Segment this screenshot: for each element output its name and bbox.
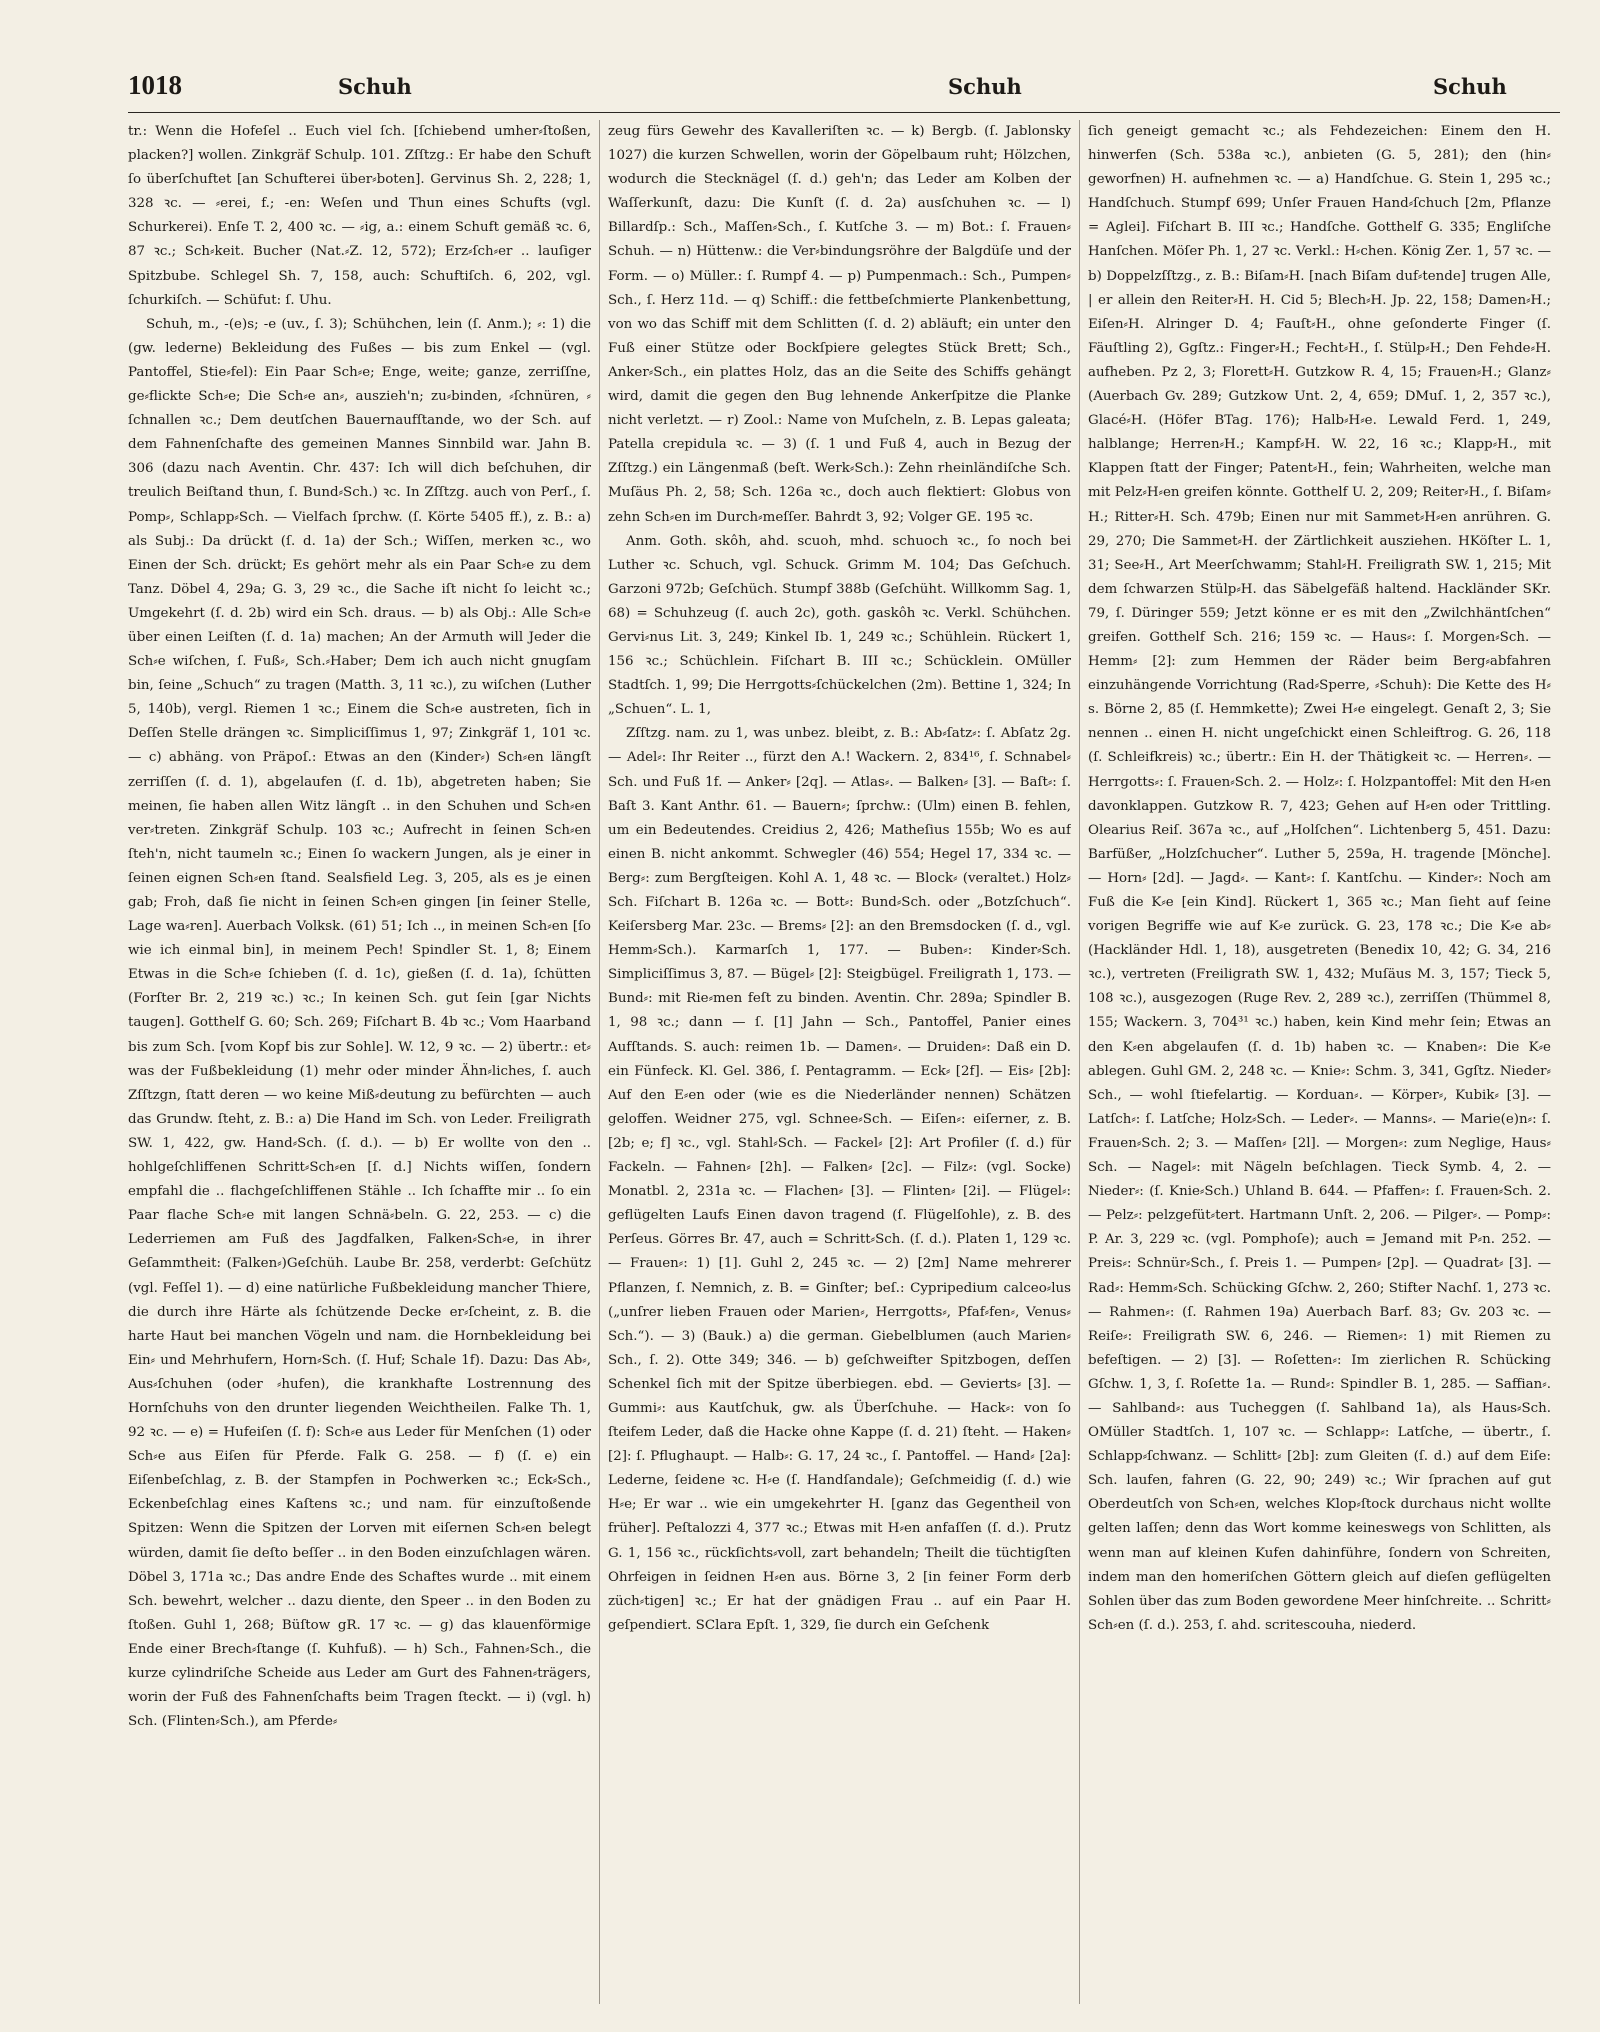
column-1 (128, 120, 591, 2004)
column-divider (599, 120, 600, 2004)
column-1-paragraph: tr.: Wenn die Hofeſel .. Euch viel ſch. [ſchiebend umher⸗ſtoßen, placken?] wollen. Zinkgräf Schulp. 101. Zſſtzg.: Er habe den Schuft ſo überſchuftet [an Schufterei über⸗boten]. Gervinus Sh. 2, 228; 1, 328 ꝛc. — ⸗erei, f.; -en: Weſen und Thun eines Schufts (vgl. Schurkerei). Enſe T. 2, 400 ꝛc. — ⸗ig, a.: einem Schuft gemäß ꝛc. 6, 87 ꝛc.; Sch⸗keit. Bucher (Nat.⸗Z. 12, 572); Erz⸗ſch⸗er .. lauſiger Spitzbube. Schlegel Sh. 7, 158, auch: Schuftiſch. 6, 202, vgl. ſchurkiſch. — Schüfut: ſ. Uhu. (128, 124, 591, 308)
column-3-paragraph: ſich geneigt gemacht ꝛc.; als Fehdezeichen: Einem den H. hinwerfen (Sch. 538a ꝛc.), anbieten (G. 5, 281); den (hin⸗geworfnen) H. aufnehmen ꝛc. — a) Handſchue. G. Stein 1, 295 ꝛc.; Handſchuch. Stumpf 699; Unſer Frauen Hand⸗ſchuch [2m, Pflanze = Aglei]. Fiſchart B. III ꝛc.; Handſche. Gotthelf G. 335; Engliſche Hanſchen. Möſer Ph. 1, 27 ꝛc. Verkl.: H⸗chen. König Zer. 1, 57 ꝛc. — b) Doppelzſſtzg., z. B.: Biſam⸗H. [nach Biſam duf⸗tende] trugen Alle, | er allein den Reiter⸗H. H. Cid 5; Blech⸗H. Jp. 22, 158; Damen⸗H.; Eiſen⸗H. Alringer D. 4; Fauſt⸗H., ohne geſonderte Finger (ſ. Fäuſtling 2), Ggſtz.: Finger⸗H.; Fecht⸗H., ſ. Stülp⸗H.; Den Fehde⸗H. aufheben. Pz 2, 3; Florett⸗H. Gutzkow R. 4, 15; Frauen⸗H.; Glanz⸗ (Auerbach Gv. 289; Gutzkow Unt. 2, 4, 659; DMuſ. 1, 2, 357 ꝛc.), Glacé⸗H. (Höfer BTag. 176); Halb⸗H⸗e. Lewald Ferd. 1, 249, halblange; Herren⸗H.; Kampf⸗H. W. 22, 16 ꝛc.; Klapp⸗H., mit Klappen ſtatt der Finger; Patent⸗H., fein; Wahrheiten, welche man mit Pelz⸗H⸗en greifen könnte. Gotthelf U. 2, 209; Reiter⸗H., ſ. Biſam⸗H.; Ritter⸗H. Sch. 479b; Einen nur mit Sammet⸗H⸗en anrühren. G. 29, 270; Die Sammet⸗H. der Zärtlichkeit ausziehen. HKöſter L. 1, 31; See⸗H., Art Meerſchwamm; Stahl⸗H. Freiligrath SW. 1, 215; Mit dem ſchwarzen Stülp⸗H. das Säbelgefäß haltend. Hackländer SKr. 79, ſ. Düringer 559; Jetzt könne er es mit den „Zwilchhäntſchen“ greifen. Gotthelf Sch. 216; 159 ꝛc. — Haus⸗: ſ. Morgen⸗Sch. — Hemm⸗ [2]: zum Hemmen der Räder beim Berg⸗abfahren einzuhängende Vorrichtung (Rad⸗Sperre, ⸗Schuh): Die Kette des H⸗s. Börne 2, 85 (ſ. Hemmkette); Zwei H⸗e eingelegt. Genaſt 2, 3; Sie nennen .. einen H. nicht ungeſchickt einen Schleiftrog. G. 26, 118 (ſ. Schleifkreis) ꝛc.; übertr.: Ein H. der Thätigkeit ꝛc. — Herren⸗. — Herrgotts⸗: ſ. Frauen⸗Sch. 2. — Holz⸗: ſ. Holzpantoffel: Mit den H⸗en davonklappen. Gutzkow R. 7, 423; Gehen auf H⸗en oder Trittling. Olearius Reiſ. 367a ꝛc., auf „Holſchen“. Lichtenberg 5, 451. Dazu: Barfüßer, „Holzſchucher“. Luther 5, 259a, H. tragende [Mönche]. — Horn⸗ [2d]. — Jagd⸗. — Kant⸗: ſ. Kantſchu. — Kinder⸗: Noch am Fuß die K⸗e [ein Kind]. Rückert 1, 365 ꝛc.; Man ſieht auf ſeine vorigen Begriffe wie auf K⸗e zurück. G. 23, 178 ꝛc.; Die K⸗e ab⸗ (Hackländer Hdl. 1, 18), ausgetreten (Benedix 10, 42; G. 34, 216 ꝛc.), vertreten (Freiligrath SW. 1, 432; Muſäus M. 3, 157; Tieck 5, 108 ꝛc.), ausgezogen (Ruge Rev. 2, 289 ꝛc.), zerriſſen (Thümmel 8, 155; Wackern. 3, 704³¹ ꝛc.) haben, kein Kind mehr ſein; Etwas an den K⸗en abgelaufen (ſ. d. 1b) haben ꝛc. — Knaben⸗: Die K⸗e ablegen. Guhl GM. 2, 248 ꝛc. — Knie⸗: Schm. 3, 341, Ggſtz. Nieder⸗Sch., — wohl ſtiefelartig. — Korduan⸗. — Körper⸗, Kubik⸗ [3]. — Latſch⸗: ſ. Latſche; Holz⸗Sch. — Leder⸗. — Manns⸗. — Marie(e)n⸗: ſ. Frauen⸗Sch. 2; 3. — Maſſen⸗ [2l]. — Morgen⸗: zum Neglige, Haus⸗Sch. — Nagel⸗: mit Nägeln beſchlagen. Tieck Symb. 4, 2. — Nieder⸗: (ſ. Knie⸗Sch.) Uhland B. 644. — Pfaffen⸗: ſ. Frauen⸗Sch. 2. — Pelz⸗: pelzgefüt⸗tert. Hartmann Unſt. 2, 206. — Pilger⸗. — Pomp⸗: P. Ar. 3, 229 ꝛc. (vgl. Pomphoſe); auch = Jemand mit P⸗n. 252. — Preis⸗: Schnür⸗Sch., ſ. Preis 1. — Pumpen⸗ [2p]. — Quadrat⸗ [3]. — Rad⸗: Hemm⸗Sch. Schücking Gſchw. 2, 260; Stifter Nachſ. 1, 273 ꝛc. — Rahmen⸗: (ſ. Rahmen 19a) Auerbach Barf. 83; Gv. 203 ꝛc. — Reiſe⸗: Freiligrath SW. 6, 246. — Riemen⸗: 1) mit Riemen zu befeſtigen. — 2) [3]. — Roſetten⸗: Im zierlichen R. Schücking Gſchw. 1, 3, ſ. Roſette 1a. — Rund⸗: Spindler B. 1, 285. — Saffian⸗. — Sahlband⸗: aus Tucheggen (ſ. Sahlband 1a), als Haus⸗Sch. OMüller Stadtſch. 1, 107 ꝛc. — Schlapp⸗: Latſche, — übertr., ſ. Schlapp⸗ſchwanz. — Schlitt⸗ [2b]: zum Gleiten (ſ. d.) auf dem Eiſe: Sch. laufen, fahren (G. 22, 90; 249) ꝛc.; Wir ſprachen auf gut Oberdeutſch von Sch⸗en, welches Klop⸗ſtock durchaus nicht wollte gelten laſſen; denn das Wort komme keineswegs von Schlitten, als wenn man auf kleinen Kufen dahinführe, ſondern von Schreiten, indem man den homeriſchen Göttern gleich auf dieſen geflügelten Sohlen über das zum Boden gewordene Meer hinſchreite. .. Schritt⸗Sch⸗en (ſ. d.). 253, ſ. ahd. scritescouha, niederd. (1088, 124, 1551, 1633)
running-headword-right: Schuh (1433, 74, 1507, 99)
column-divider (1079, 120, 1080, 2004)
column-2-paragraph: Anm. Goth. skôh, ahd. scuoh, mhd. schuoch ꝛc., ſo noch bei Luther ꝛc. Schuch, vgl. Schuck. Grimm M. 104; Das Geſchuch. Garzoni 972b; Geſchüch. Stumpf 388b (Geſchüht. Willkomm Sag. 1, 68) = Schuhzeug (ſ. auch 2c), goth. gaskôh ꝛc. Verkl. Schühchen. Gervi⸗nus Lit. 3, 249; Kinkel Ib. 1, 249 ꝛc.; Schühlein. Rückert 1, 156 ꝛc.; Schüchlein. Fiſchart B. III ꝛc.; Schücklein. OMüller Stadtſch. 1, 99; Die Herrgotts⸗ſchückelchen (2m). Bettine 1, 324; In „Schuen“. L. 1, (608, 533, 1071, 718)
running-headword-center: Schuh (948, 74, 1022, 99)
column-2-paragraph: zeug fürs Gewehr des Kavalleriſten ꝛc. — k) Bergb. (ſ. Jablonsky 1027) die kurzen Schwellen, worin der Göpelbaum ruht; Hölzchen, wodurch die Stecknägel (ſ. d.) geh'n; das Leder am Kolben der Waſſerkunſt, dazu: Die Kunſt (ſ. d. 2a) ausſchuhen ꝛc. — l) Billardſp.: Sch., Maſſen⸗Sch., ſ. Kutſche 3. — m) Bot.: ſ. Frauen⸗Schuh. — n) Hüttenw.: die Ver⸗bindungsröhre der Balgdüſe und der Form. — o) Müller.: ſ. Rumpf 4. — p) Pumpenmach.: Sch., Pumpen⸗Sch., ſ. Herz 11d. — q) Schiff.: die fettbeſchmierte Plankenbettung, von wo das Schiff mit dem Schlitten (ſ. d. 2) abläuft; ein unter den Fuß einer Stütze oder Bockſpiere gelegtes Stück Brett; Sch., Anker⸗Sch., ein plattes Holz, das an die Seite des Schiffs gehängt wird, damit die gegen den Bug lehnende Ankerſpitze die Planke nicht verletzt. — r) Zool.: Name von Muſcheln, z. B. Lepas galeata; Patella crepidula ꝛc. — 3) (ſ. 1 und Fuß 4, auch in Bezug der Zſſtzg.) ein Längenmaß (beſt. Werk⸗Sch.): Zehn rheinländiſche Sch. Muſäus Ph. 2, 58; Sch. 126a ꝛc., doch auch flektiert: Globus von zehn Sch⸗en im Durch⸗meſſer. Bahrdt 3, 92; Volger GE. 195 ꝛc. (608, 124, 1071, 525)
page-header (128, 70, 1560, 114)
text-columns (128, 120, 1560, 2004)
header-rule (128, 112, 1560, 113)
page-number: 1018 (128, 70, 182, 100)
column-2-paragraph: Zſſtzg. nam. zu 1, was unbez. bleibt, z. B.: Ab⸗ſatz⸗: ſ. Abſatz 2g. — Adel⸗: Ihr Reiter .., fürzt den A.! Wackern. 2, 834¹⁶, ſ. Schnabel⸗Sch. und Fuß 1f. — Anker⸗ [2q]. — Atlas⸗. — Balken⸗ [3]. — Baſt⸗: ſ. Baſt 3. Kant Anthr. 61. — Bauern⸗; ſprchw.: (Ulm) einen B. fehlen, um ein Bedeutendes. Creidius 2, 426; Matheſius 155b; Wo es auf einen B. nicht ankommt. Schwegler (46) 554; Hegel 17, 334 ꝛc. — Berg⸗: zum Bergſteigen. Kohl A. 1, 48 ꝛc. — Block⸗ (veraltet.) Holz⸗Sch. Fiſchart B. 126a ꝛc. — Bott⸗: Bund⸗Sch. oder „Botzſchuch“. Keiſersberg Mar. 23c. — Brems⸗ [2]: an den Bremsdocken (ſ. d., vgl. Hemm⸗Sch.). Karmarſch 1, 177. — Buben⸗: Kinder⸗Sch. Simpliciſſimus 3, 87. — Bügel⸗ [2]: Steigbügel. Freiligrath 1, 173. — Bund⸗: mit Rie⸗men feſt zu binden. Aventin. Chr. 289a; Spindler B. 1, 98 ꝛc.; dann — ſ. [1] Jahn — Sch., Pantoffel, Panier eines Aufſtands. S. auch: reimen 1b. — Damen⸗. — Druiden⸗: Daß ein D. ein Fünfeck. Kl. Gel. 386, ſ. Pentagramm. — Eck⸗ [2f]. — Eis⸗ [2b]: Auf den E⸗en oder (wie es die Niederländer nennen) Schätzen geloffen. Weidner 275, vgl. Schnee⸗Sch. — Eiſen⸗: eiſerner, z. B. [2b; e; f] ꝛc., vgl. Stahl⸗Sch. — Fackel⸗ [2]: Art Profiler (ſ. d.) für Fackeln. — Fahnen⸗ [2h]. — Falken⸗ [2c]. — Filz⸗: (vgl. Socke) Monatbl. 2, 231a ꝛc. — Flachen⸗ [3]. — Flinten⸗ [2i]. — Flügel⸗: geflügelten Laufs Einen davon tragend (ſ. Flügelſohle), z. B. des Perſeus. Görres Br. 47, auch = Schritt⸗Sch. (ſ. d.). Platen 1, 129 ꝛc. — Frauen⸗: 1) [1]. Guhl 2, 245 ꝛc. — 2) [2m] Name mehrerer Pflanzen, ſ. Nemnich, z. B. = Ginſter; beſ.: Cypripedium calceo⸗lus („unſrer lieben Frauen oder Marien⸗, Herrgotts⸗, Pfaf⸗fen⸗, Venus⸗Sch.“). — 3) (Bauk.) a) die german. Giebelblumen (auch Marien⸗Sch., ſ. 2). Otte 349; 346. — b) geſchweifter Spitzbogen, deſſen Schenkel ſich mit der Spitze überbiegen. ebd. — Gevierts⸗ [3]. — Gummi⸗: aus Kautſchuk, gw. als Überſchuhe. — Hack⸗: von ſo ſteifem Leder, daß die Hacke ohne Kappe (ſ. d. 21) ſteht. — Haken⸗ [2]: ſ. Pflughaupt. — Halb⸗: G. 17, 24 ꝛc., ſ. Pantoffel. — Hand⸗ [2a]: Lederne, ſeidene ꝛc. H⸗e (ſ. Handſandale); Geſchmeidig (ſ. d.) wie H⸗e; Er war .. wie ein umgekehrter H. [ganz das Gegentheil von früher]. Peſtalozzi 4, 377 ꝛc.; Etwas mit H⸗en anfaſſen (ſ. d.). Prutz G. 1, 156 ꝛc., rückſichts⸗voll, zart behandeln; Theilt die tüchtigſten Ohrfeigen in ſeidnen H⸗en aus. Börne 3, 2 [in feiner Form derb züch⸗tigen] ꝛc.; Er hat der gnädigen Frau .. auf ein Paar H. geſpendiert. SClara Epſt. 1, 329, ſie durch ein Geſchenk (608, 726, 1071, 1633)
running-headword-left: Schuh (338, 74, 412, 99)
column-3 (1088, 120, 1551, 2004)
column-1-paragraph: Schuh, m., -(e)s; -e (uv., ſ. 3); Schühchen, lein (ſ. Anm.); ⸗: 1) die (gw. lederne) Bekleidung des Fußes — bis zum Enkel — (vgl. Pantoffel, Stie⸗fel): Ein Paar Sch⸗e; Enge, weite; ganze, zerriſſne, ge⸗flickte Sch⸗e; Die Sch⸗e an⸗, auszieh'n; zu⸗binden, ⸗ſchnüren, ⸗ſchnallen ꝛc.; Dem deutſchen Bauernaufſtande, wo der Sch. auf dem Fahnenſchafte des gemeinen Mannes Sinnbild war. Jahn B. 306 (dazu nach Aventin. Chr. 437: Ich will dich beſchuhen, dir treulich Beiſtand thun, ſ. Bund⸗Sch.) ꝛc. In Zſſtzg. auch von Perſ., ſ. Pomp⸗, Schlapp⸗Sch. — Vielfach ſprchw. (ſ. Körte 5405 ff.), z. B.: a) als Subj.: Da drückt (ſ. d. 1a) der Sch.; Wiſſen, merken ꝛc., wo Einen der Sch. drückt; Es gehört mehr als ein Paar Sch⸗e zu dem Tanz. Döbel 4, 29a; G. 3, 29 ꝛc., die Sache iſt nicht ſo leicht ꝛc.; Umgekehrt (ſ. d. 2b) wird ein Sch. draus. — b) als Obj.: Alle Sch⸗e über einen Leiſten (ſ. d. 1a) machen; An der Armuth will Jeder die Sch⸗e wiſchen, ſ. Fuß⸗, Sch.⸗Haber; Dem ich auch nicht gnugſam bin, ſeine „Schuch“ zu tragen (Matth. 3, 11 ꝛc.), zu wiſchen (Luther 5, 140b), vergl. Riemen 1 ꝛc.; Einem die Sch⸗e austreten, ſich in Deſſen Stelle drängen ꝛc. Simpliciſſimus 1, 97; Zinkgräf 1, 101 ꝛc. — c) abhäng. von Präpoſ.: Etwas an den (Kinder⸗) Sch⸗en längſt zerriſſen (ſ. d. 1), abgelaufen (ſ. d. 1b), abgetreten haben; Sie meinen, ſie haben allen Witz längſt .. in den Schuhen und Sch⸗en ver⸗treten. Zinkgräf Schulp. 103 ꝛc.; Aufrecht in ſeinen Sch⸗en ſteh'n, nicht taumeln ꝛc.; Einen ſo wackern Jungen, als je einer in ſeinen eignen Sch⸗en ſtand. Sealsfield Leg. 3, 205, als es je einen gab; Froh, daß ſie nicht in ſeinen Sch⸗en gingen [in ſeiner Stelle, Lage wa⸗ren]. Auerbach Volksk. (61) 51; Ich .., in meinen Sch⸗en [ſo wie ich einmal bin], in meinem Pech! Spindler St. 1, 8; Einem Etwas in die Sch⸗e ſchieben (ſ. d. 1c), gießen (ſ. d. 1a), ſchütten (Forſter Br. 2, 219 ꝛc.) ꝛc.; In keinen Sch. gut ſein [gar Nichts taugen]. Gotthelf G. 60; Sch. 269; Fiſchart B. 4b ꝛc.; Vom Haarband bis zum Sch. [vom Kopf bis zur Sohle]. W. 12, 9 ꝛc. — 2) übertr.: et⸗was der Fußbekleidung (1) mehr oder minder Ähn⸗liches, ſ. auch Zſſtzgn, ſtatt deren — wo keine Miß⸗deutung zu befürchten — auch das Grundw. ſteht, z. B.: a) Die Hand im Sch. von Leder. Freiligrath SW. 1, 422, gw. Hand⸗Sch. (ſ. d.). — b) Er wollte von den .. hohlgeſchliffenen Schritt⸗Sch⸗en [ſ. d.] Nichts wiſſen, ſondern empfahl die .. flachgeſchliffenen Stähle .. Ich ſchaffte mir .. ſo ein Paar flache Sch⸗e mit langen Schnä⸗beln. G. 22, 253. — c) die Lederriemen am Fuß des Jagdfalken, Falken⸗Sch⸗e, in ihrer Geſammtheit: (Falken⸗)Geſchüh. Laube Br. 258, verderbt: Geſchütz (vgl. Feſſel 1). — d) eine natürliche Fußbekleidung mancher Thiere, die durch ihre Härte als ſchützende Decke er⸗ſcheint, z. B. die harte Haut bei manchen Vögeln und nam. die Hornbekleidung bei Ein⸗ und Mehrhufern, Horn⸗Sch. (ſ. Huf; Schale 1f). Dazu: Das Ab⸗, Aus⸗ſchuhen (oder ⸗hufen), die krankhafte Lostrennung des Hornſchuhs von den drunter liegenden Weichtheilen. Falke Th. 1, 92 ꝛc. — e) = Hufeiſen (ſ. f): Sch⸗e aus Leder für Menſchen (1) oder Sch⸗e aus Eiſen für Pferde. Falk G. 258. — f) (ſ. e) ein Eiſenbeſchlag, z. B. der Stampfen in Pochwerken ꝛc.; Eck⸗Sch., Eckenbeſchlag eines Kaſtens ꝛc.; und nam. für einzuſtoßende Spitzen: Wenn die Spitzen der Lorven mit eiſernen Sch⸗en belegt würden, damit ſie deſto beſſer .. in den Boden einzuſchlagen wären. Döbel 3, 171a ꝛc.; Das andre Ende des Schaftes wurde .. mit einem Sch. bewehrt, welcher .. dazu diente, den Speer .. in den Boden zu ſtoßen. Guhl 1, 268; Büſtow gR. 17 ꝛc. — g) das klauenförmige Ende einer Brech⸗ſtange (ſ. Kuhfuß). — h) Sch., Fahnen⸗Sch., die kurze cylindriſche Scheide aus Leder am Gurt des Fahnen⸗trägers, worin der Fuß des Fahnenſchafts beim Tragen ſteckt. — i) (vgl. h) Sch. (Flinten⸗Sch.), am Pferde⸗ (128, 316, 591, 1730)
column-2 (608, 120, 1071, 2004)
